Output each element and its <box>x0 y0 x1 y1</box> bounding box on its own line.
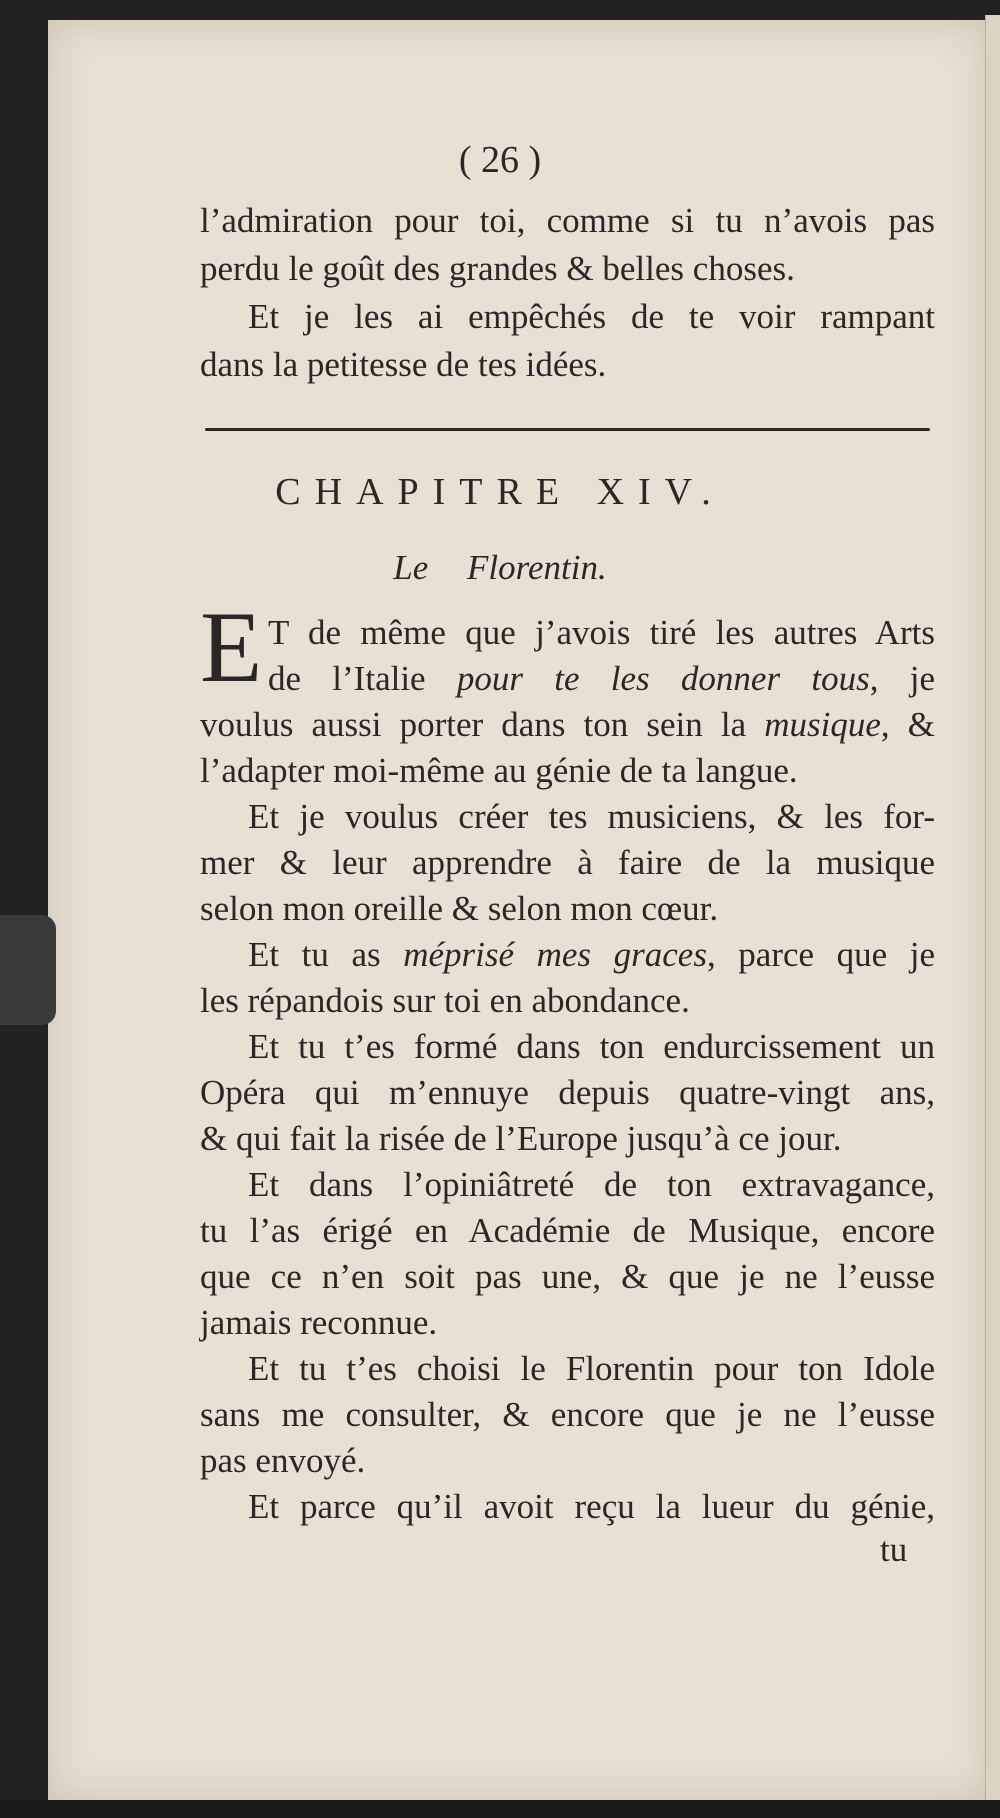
text-line: Et tu t’es choisi le Florentin pour ton Idole <box>248 1349 935 1388</box>
text-line: que ce n’en soit pas une, & que je ne l’eusse <box>200 1257 935 1296</box>
text-line: Et tu t’es formé dans ton endurcissement un <box>248 1027 935 1066</box>
text-line: sans me consulter, & encore que je ne l’eusse <box>200 1395 935 1434</box>
carry-over-line: Et je les ai empêchés de te voir rampant <box>248 297 935 336</box>
text-line: de l’Italie pour te les donner tous, je <box>268 659 935 698</box>
text-line: mer & leur apprendre à faire de la musique <box>200 843 935 882</box>
page-number: ( 26 ) <box>458 139 542 181</box>
book-clip <box>0 915 56 1025</box>
text-line: T de même que j’avois tiré les autres Arts <box>268 613 935 652</box>
text-line: pas envoyé. <box>200 1441 366 1480</box>
drop-cap: E <box>200 591 263 704</box>
page-edge <box>985 15 1000 1805</box>
text-line: Et je voulus créer tes musiciens, & les for- <box>248 797 935 836</box>
text-line: l’adapter moi-même au génie de ta langue. <box>200 751 798 790</box>
text-line: Et parce qu’il avoit reçu la lueur du génie, <box>248 1487 935 1526</box>
catchword: tu <box>880 1530 908 1569</box>
section-rule <box>205 428 930 431</box>
carry-over-line: l’admiration pour toi, comme si tu n’avois pas <box>200 201 935 240</box>
carry-over-line: perdu le goût des grandes & belles choses. <box>200 249 795 288</box>
text-line: voulus aussi porter dans ton sein la musique, & <box>200 705 935 744</box>
carry-over-line: dans la petitesse de tes idées. <box>200 345 607 384</box>
text-line: Opéra qui m’ennuye depuis quatre-vingt ans, <box>200 1073 935 1112</box>
text-line: jamais reconnue. <box>200 1303 438 1342</box>
text-line: Et dans l’opiniâtreté de ton extravagance, <box>248 1165 935 1204</box>
bottom-strip <box>0 1800 1000 1818</box>
chapter-title: CHAPITRE XIV. <box>275 471 725 513</box>
chapter-subtitle: Le Florentin. <box>393 548 607 587</box>
text-line: tu l’as érigé en Académie de Musique, encore <box>200 1211 935 1250</box>
text-line: & qui fait la risée de l’Europe jusqu’à ce jour. <box>200 1119 842 1158</box>
text-line: selon mon oreille & selon mon cœur. <box>200 889 719 928</box>
text-line: Et tu as méprisé mes graces, parce que je <box>248 935 935 974</box>
text-line: les répandois sur toi en abondance. <box>200 981 690 1020</box>
